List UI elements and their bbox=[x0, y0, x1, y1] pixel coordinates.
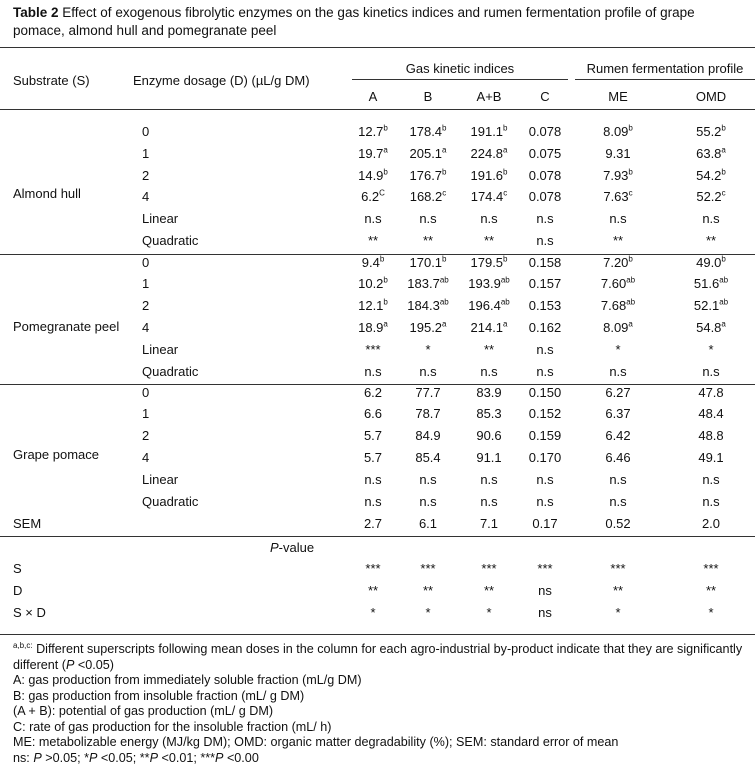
rule-gas-group bbox=[352, 79, 568, 80]
dose-label: 4 bbox=[142, 189, 150, 205]
footnotes bbox=[13, 642, 748, 766]
data-cell bbox=[676, 189, 746, 205]
data-cell bbox=[393, 494, 463, 510]
cell-value: n.s bbox=[480, 471, 498, 487]
cell-value: 52.2 bbox=[696, 189, 722, 205]
data-cell bbox=[510, 255, 580, 271]
cell-value: 0.078 bbox=[528, 189, 562, 205]
cell-value: 54.8 bbox=[696, 319, 722, 335]
cell-value: n.s bbox=[536, 341, 554, 357]
cell-value: 184.3 bbox=[407, 298, 440, 314]
rule-top bbox=[0, 47, 755, 48]
cell-value: 55.2 bbox=[696, 124, 722, 139]
column-header-0: A bbox=[368, 89, 378, 104]
data-cell bbox=[510, 342, 580, 358]
rule-header-bottom bbox=[0, 109, 755, 110]
cell-superscript: a bbox=[721, 145, 726, 155]
cell-superscript: c bbox=[442, 189, 447, 199]
data-cell bbox=[676, 124, 746, 140]
data-cell bbox=[510, 211, 580, 227]
data-cell bbox=[510, 146, 580, 162]
cell-value: 54.2 bbox=[696, 167, 722, 183]
data-cell bbox=[676, 406, 746, 422]
cell-value: 85.3 bbox=[476, 406, 502, 422]
data-cell bbox=[510, 472, 580, 488]
rule-table-bottom bbox=[0, 634, 755, 635]
data-cell bbox=[510, 298, 580, 314]
data-cell bbox=[510, 320, 580, 336]
column-header-4: ME bbox=[608, 89, 628, 104]
pvalue-row-label: S × D bbox=[13, 605, 46, 620]
pvalue-cell: * bbox=[486, 605, 492, 620]
cell-value: 7.93 bbox=[603, 167, 629, 183]
pvalue-cell: ns bbox=[538, 605, 552, 620]
cell-superscript: C bbox=[379, 189, 385, 199]
cell-value: ** bbox=[612, 233, 624, 248]
cell-value: 10.2 bbox=[358, 276, 384, 292]
data-cell bbox=[393, 189, 463, 205]
column-header-3: C bbox=[540, 89, 550, 104]
cell-value: ** bbox=[483, 233, 495, 248]
cell-superscript: b bbox=[503, 123, 508, 133]
cell-value: n.s bbox=[702, 363, 720, 379]
cell-value: 90.6 bbox=[476, 428, 502, 444]
data-cell bbox=[583, 385, 653, 401]
cell-value: ** bbox=[367, 233, 379, 248]
footnote-c: C: rate of gas production for the insoluble fraction (mL/ h) bbox=[13, 719, 332, 734]
cell-value: 0.152 bbox=[528, 406, 562, 422]
data-cell bbox=[583, 211, 653, 227]
cell-value: 8.09 bbox=[603, 319, 629, 335]
data-cell bbox=[393, 472, 463, 488]
cell-value: 6.46 bbox=[605, 449, 631, 465]
cell-value: 179.5 bbox=[470, 254, 504, 270]
cell-value: n.s bbox=[609, 363, 627, 379]
column-header-2: A+B bbox=[476, 89, 502, 104]
cell-superscript: c bbox=[628, 189, 633, 199]
footnote-ab: (A + B): potential of gas production (mL/ g DM) bbox=[13, 704, 274, 718]
cell-value: 12.1 bbox=[358, 298, 384, 314]
cell-superscript: b bbox=[628, 167, 633, 177]
cell-value: 6.6 bbox=[363, 406, 383, 422]
data-cell bbox=[393, 364, 463, 380]
cell-value: 12.7 bbox=[358, 124, 384, 139]
data-cell bbox=[676, 233, 746, 249]
cell-value: 63.8 bbox=[696, 145, 722, 161]
data-cell bbox=[583, 168, 653, 184]
cell-value: 49.0 bbox=[696, 254, 722, 270]
data-cell bbox=[510, 276, 580, 292]
cell-superscript: ab bbox=[719, 275, 729, 285]
data-cell bbox=[676, 364, 746, 380]
cell-superscript: b bbox=[628, 254, 633, 264]
cell-value: n.s bbox=[536, 233, 554, 248]
data-cell bbox=[393, 342, 463, 358]
pvalue-cell: * bbox=[425, 605, 431, 620]
cell-superscript: a bbox=[721, 319, 726, 329]
cell-value: 9.4 bbox=[361, 254, 380, 270]
header-dosage: Enzyme dosage (D) (µL/g DM) bbox=[133, 73, 310, 88]
data-cell bbox=[676, 255, 746, 271]
cell-superscript: b bbox=[383, 167, 388, 177]
data-cell bbox=[583, 189, 653, 205]
cell-value: 168.2 bbox=[409, 189, 443, 205]
pvalue-cell: *** bbox=[420, 561, 436, 576]
cell-value: 0.078 bbox=[528, 167, 562, 183]
cell-value: n.s bbox=[536, 471, 554, 487]
cell-superscript: ab bbox=[439, 275, 449, 285]
data-cell bbox=[583, 233, 653, 249]
cell-value: 9.31 bbox=[605, 145, 631, 161]
cell-value: 191.1 bbox=[470, 124, 504, 139]
data-cell bbox=[583, 342, 653, 358]
data-cell bbox=[393, 385, 463, 401]
data-cell bbox=[393, 320, 463, 336]
cell-value: 0.157 bbox=[528, 276, 562, 292]
cell-value: 7.63 bbox=[603, 189, 629, 205]
dose-label: 1 bbox=[142, 406, 150, 422]
data-cell bbox=[510, 385, 580, 401]
data-cell bbox=[510, 233, 580, 249]
dose-label: 1 bbox=[142, 145, 150, 161]
footnote-me: ME: metabolizable energy (MJ/kg DM); OMD: organic matter degradability (%); SEM: standard error of mean bbox=[13, 735, 619, 749]
cell-superscript: b bbox=[721, 123, 726, 133]
cell-value: n.s bbox=[364, 211, 382, 227]
data-cell bbox=[583, 255, 653, 271]
footnote-a: A: gas production from immediately soluble fraction (mL/g DM) bbox=[13, 673, 362, 687]
cell-value: n.s bbox=[480, 493, 498, 509]
cell-superscript: b bbox=[442, 254, 447, 264]
data-cell bbox=[676, 211, 746, 227]
data-cell bbox=[676, 298, 746, 314]
cell-value: 52.1 bbox=[693, 298, 720, 314]
pvalue-cell: ** bbox=[367, 583, 379, 598]
column-header-1: B bbox=[423, 89, 433, 104]
cell-value: 0.159 bbox=[528, 428, 562, 444]
header-rumen-profile: Rumen fermentation profile bbox=[586, 61, 744, 76]
cell-value: 48.8 bbox=[698, 428, 724, 444]
pvalue-row-label: D bbox=[13, 583, 23, 598]
substrate-label: Grape pomace bbox=[13, 446, 99, 462]
cell-superscript: ab bbox=[719, 297, 729, 307]
cell-value: 6.2 bbox=[361, 189, 380, 205]
cell-value: n.s bbox=[536, 363, 554, 379]
cell-superscript: b bbox=[442, 167, 447, 177]
dose-label: 0 bbox=[142, 124, 150, 139]
sem-value: 6.1 bbox=[418, 516, 438, 531]
cell-value: 18.9 bbox=[358, 319, 384, 335]
dose-label: Linear bbox=[142, 341, 179, 357]
cell-superscript: a bbox=[442, 145, 447, 155]
cell-value: 85.4 bbox=[415, 449, 441, 465]
sem-value: 0.52 bbox=[605, 516, 631, 531]
sem-label: SEM bbox=[13, 516, 42, 531]
pvalue-cell: ns bbox=[538, 583, 552, 598]
data-cell bbox=[510, 168, 580, 184]
cell-value: n.s bbox=[364, 363, 382, 379]
data-cell bbox=[676, 146, 746, 162]
cell-value: 224.8 bbox=[470, 145, 504, 161]
cell-value: n.s bbox=[702, 471, 720, 487]
cell-value: 7.60 bbox=[600, 276, 627, 292]
cell-superscript: b bbox=[379, 254, 385, 264]
dose-label: Linear bbox=[142, 211, 179, 227]
cell-superscript: a bbox=[442, 319, 447, 329]
sem-value: 0.17 bbox=[532, 516, 558, 531]
data-cell bbox=[676, 450, 746, 466]
cell-value: 174.4 bbox=[470, 189, 504, 205]
cell-value: * bbox=[708, 341, 714, 357]
cell-value: n.s bbox=[609, 471, 627, 487]
cell-value: n.s bbox=[536, 493, 554, 509]
cell-value: 195.2 bbox=[409, 319, 443, 335]
dose-label: 4 bbox=[142, 319, 150, 335]
cell-superscript: a bbox=[628, 319, 633, 329]
pvalue-cell: * bbox=[370, 605, 376, 620]
cell-value: 0.162 bbox=[528, 319, 562, 335]
cell-value: 91.1 bbox=[476, 449, 502, 465]
cell-value: 214.1 bbox=[470, 319, 504, 335]
cell-value: 0.078 bbox=[528, 124, 562, 139]
pvalue-heading: P-value bbox=[270, 540, 315, 555]
cell-value: 6.42 bbox=[605, 428, 631, 444]
pvalue-cell: * bbox=[708, 605, 714, 620]
cell-value: 0.150 bbox=[528, 384, 562, 400]
cell-superscript: ab bbox=[500, 275, 510, 285]
cell-value: *** bbox=[365, 341, 381, 357]
data-cell bbox=[583, 124, 653, 140]
sem-value: 2.7 bbox=[363, 516, 383, 531]
cell-superscript: ab bbox=[626, 275, 636, 285]
pvalue-row-label: S bbox=[13, 561, 22, 576]
cell-superscript: b bbox=[503, 167, 508, 177]
data-cell bbox=[393, 146, 463, 162]
cell-value: ** bbox=[483, 341, 495, 357]
footnote-superscript: $^{a,b,c:}$ Different superscripts following mean doses in the column for each agro-industrial by-product indicate that they are significantly different (P <0.05) bbox=[13, 640, 743, 672]
cell-value: 5.7 bbox=[363, 428, 383, 444]
data-cell bbox=[676, 342, 746, 358]
data-cell bbox=[676, 276, 746, 292]
substrate-label: Pomegranate peel bbox=[13, 318, 120, 334]
data-cell bbox=[393, 124, 463, 140]
dose-label: 0 bbox=[142, 384, 150, 400]
pvalue-cell: *** bbox=[481, 561, 497, 576]
cell-value: n.s bbox=[609, 493, 627, 509]
cell-value: 48.4 bbox=[698, 406, 724, 422]
data-cell bbox=[676, 428, 746, 444]
cell-value: ** bbox=[705, 233, 717, 248]
cell-value: n.s bbox=[536, 211, 554, 227]
footnote-b: B: gas production from insoluble fraction (mL/ g DM) bbox=[13, 688, 305, 703]
sem-value: 7.1 bbox=[479, 516, 499, 531]
dose-label: 0 bbox=[142, 254, 150, 270]
cell-value: 0.170 bbox=[528, 449, 562, 465]
cell-superscript: ab bbox=[439, 297, 449, 307]
cell-value: 47.8 bbox=[698, 384, 724, 400]
data-cell bbox=[583, 450, 653, 466]
cell-value: 183.7 bbox=[407, 276, 440, 292]
dose-label: 2 bbox=[142, 167, 150, 183]
cell-superscript: ab bbox=[500, 297, 510, 307]
cell-value: ** bbox=[422, 233, 434, 248]
cell-value: * bbox=[615, 341, 621, 357]
dose-label: 1 bbox=[142, 276, 150, 292]
data-cell bbox=[393, 168, 463, 184]
data-cell bbox=[510, 189, 580, 205]
dose-label: 2 bbox=[142, 298, 150, 314]
header-substrate: Substrate (S) bbox=[13, 73, 90, 88]
cell-value: 0.075 bbox=[528, 145, 562, 161]
dose-label: Linear bbox=[142, 471, 179, 487]
dose-label: 2 bbox=[142, 428, 150, 444]
substrate-label: Almond hull bbox=[13, 186, 81, 202]
cell-value: 14.9 bbox=[358, 167, 384, 183]
header-gas-kinetic: Gas kinetic indices bbox=[405, 61, 515, 76]
pvalue-cell: ** bbox=[612, 583, 624, 598]
cell-value: n.s bbox=[419, 363, 437, 379]
data-cell bbox=[393, 298, 463, 314]
pvalue-cell: ** bbox=[483, 583, 495, 598]
cell-value: 5.7 bbox=[363, 449, 383, 465]
cell-superscript: c bbox=[503, 189, 508, 199]
data-cell bbox=[510, 124, 580, 140]
cell-value: 205.1 bbox=[409, 145, 443, 161]
data-cell bbox=[676, 385, 746, 401]
cell-value: 83.9 bbox=[476, 384, 502, 400]
data-cell bbox=[510, 428, 580, 444]
data-cell bbox=[510, 406, 580, 422]
cell-value: n.s bbox=[702, 211, 720, 227]
data-cell bbox=[393, 255, 463, 271]
cell-superscript: b bbox=[383, 275, 388, 285]
cell-value: n.s bbox=[419, 211, 437, 227]
cell-superscript: b bbox=[628, 123, 633, 133]
cell-value: n.s bbox=[480, 211, 498, 227]
cell-value: n.s bbox=[419, 493, 437, 509]
data-cell bbox=[583, 406, 653, 422]
data-cell bbox=[583, 428, 653, 444]
cell-superscript: b bbox=[383, 297, 388, 307]
cell-value: 51.6 bbox=[693, 276, 720, 292]
cell-superscript: b bbox=[442, 123, 447, 133]
data-cell bbox=[583, 298, 653, 314]
data-cell bbox=[676, 320, 746, 336]
pvalue-cell: ** bbox=[705, 583, 717, 598]
cell-value: 7.20 bbox=[603, 254, 629, 270]
cell-value: 7.68 bbox=[600, 298, 627, 314]
data-cell bbox=[676, 472, 746, 488]
table-label: Table 2 bbox=[13, 5, 59, 20]
cell-value: n.s bbox=[364, 493, 382, 509]
cell-value: 0.153 bbox=[528, 298, 562, 314]
rule-rumen-group bbox=[575, 79, 755, 80]
data-cell bbox=[393, 211, 463, 227]
pvalue-cell: *** bbox=[703, 561, 719, 576]
data-cell bbox=[583, 364, 653, 380]
pvalue-cell: *** bbox=[365, 561, 381, 576]
data-cell bbox=[393, 450, 463, 466]
data-cell bbox=[510, 494, 580, 510]
pvalue-cell: ** bbox=[422, 583, 434, 598]
column-header-5: OMD bbox=[695, 89, 727, 104]
cell-value: 19.7 bbox=[358, 145, 384, 161]
cell-superscript: b bbox=[503, 254, 508, 264]
cell-value: * bbox=[425, 341, 431, 357]
table-caption-text: Effect of exogenous fibrolytic enzymes on the gas kinetics indices and rumen fermentation profile of grape pomace, almond hull and pomegranate peel bbox=[13, 5, 695, 38]
dose-label: Quadratic bbox=[142, 493, 199, 509]
cell-superscript: b bbox=[721, 254, 726, 264]
cell-value: n.s bbox=[480, 363, 498, 379]
cell-value: 6.37 bbox=[605, 406, 631, 422]
data-cell bbox=[393, 276, 463, 292]
cell-value: n.s bbox=[609, 211, 627, 227]
dose-label: Quadratic bbox=[142, 363, 199, 379]
cell-value: 0.158 bbox=[528, 254, 562, 270]
cell-superscript: b bbox=[721, 167, 726, 177]
cell-value: 170.1 bbox=[409, 254, 443, 270]
data-cell bbox=[583, 146, 653, 162]
data-cell bbox=[583, 494, 653, 510]
cell-value: 191.6 bbox=[470, 167, 504, 183]
cell-value: n.s bbox=[702, 493, 720, 509]
cell-value: 176.7 bbox=[409, 167, 443, 183]
pvalue-cell: *** bbox=[537, 561, 553, 576]
cell-superscript: a bbox=[383, 145, 388, 155]
cell-value: 8.09 bbox=[603, 124, 629, 139]
data-cell bbox=[583, 472, 653, 488]
data-cell bbox=[393, 406, 463, 422]
cell-value: 178.4 bbox=[409, 124, 443, 139]
data-cell bbox=[510, 450, 580, 466]
cell-superscript: a bbox=[383, 319, 388, 329]
data-cell bbox=[583, 276, 653, 292]
table-caption bbox=[13, 4, 748, 40]
cell-value: 78.7 bbox=[415, 406, 441, 422]
cell-value: n.s bbox=[419, 471, 437, 487]
cell-value: 49.1 bbox=[698, 449, 724, 465]
cell-value: 6.27 bbox=[605, 384, 631, 400]
cell-value: n.s bbox=[364, 471, 382, 487]
data-cell bbox=[676, 494, 746, 510]
cell-superscript: a bbox=[503, 145, 508, 155]
cell-value: 193.9 bbox=[468, 276, 501, 292]
data-cell bbox=[676, 168, 746, 184]
data-cell bbox=[583, 320, 653, 336]
dose-label: Quadratic bbox=[142, 233, 199, 248]
rule-sem-bottom bbox=[0, 536, 755, 537]
cell-superscript: c bbox=[721, 189, 726, 199]
cell-superscript: a bbox=[503, 319, 508, 329]
pvalue-cell: * bbox=[615, 605, 621, 620]
data-cell bbox=[510, 364, 580, 380]
cell-value: 84.9 bbox=[415, 428, 441, 444]
cell-value: 196.4 bbox=[468, 298, 501, 314]
data-cell bbox=[393, 233, 463, 249]
cell-superscript: b bbox=[383, 123, 388, 133]
cell-value: 77.7 bbox=[415, 384, 441, 400]
dose-label: 4 bbox=[142, 449, 150, 465]
data-cell bbox=[393, 428, 463, 444]
cell-superscript: ab bbox=[626, 297, 636, 307]
pvalue-cell: *** bbox=[610, 561, 626, 576]
footnote-ns: ns: P >0.05; *P <0.05; **P <0.01; ***P <0.00 bbox=[13, 750, 259, 765]
sem-value: 2.0 bbox=[701, 516, 721, 531]
cell-value: 6.2 bbox=[363, 384, 383, 400]
